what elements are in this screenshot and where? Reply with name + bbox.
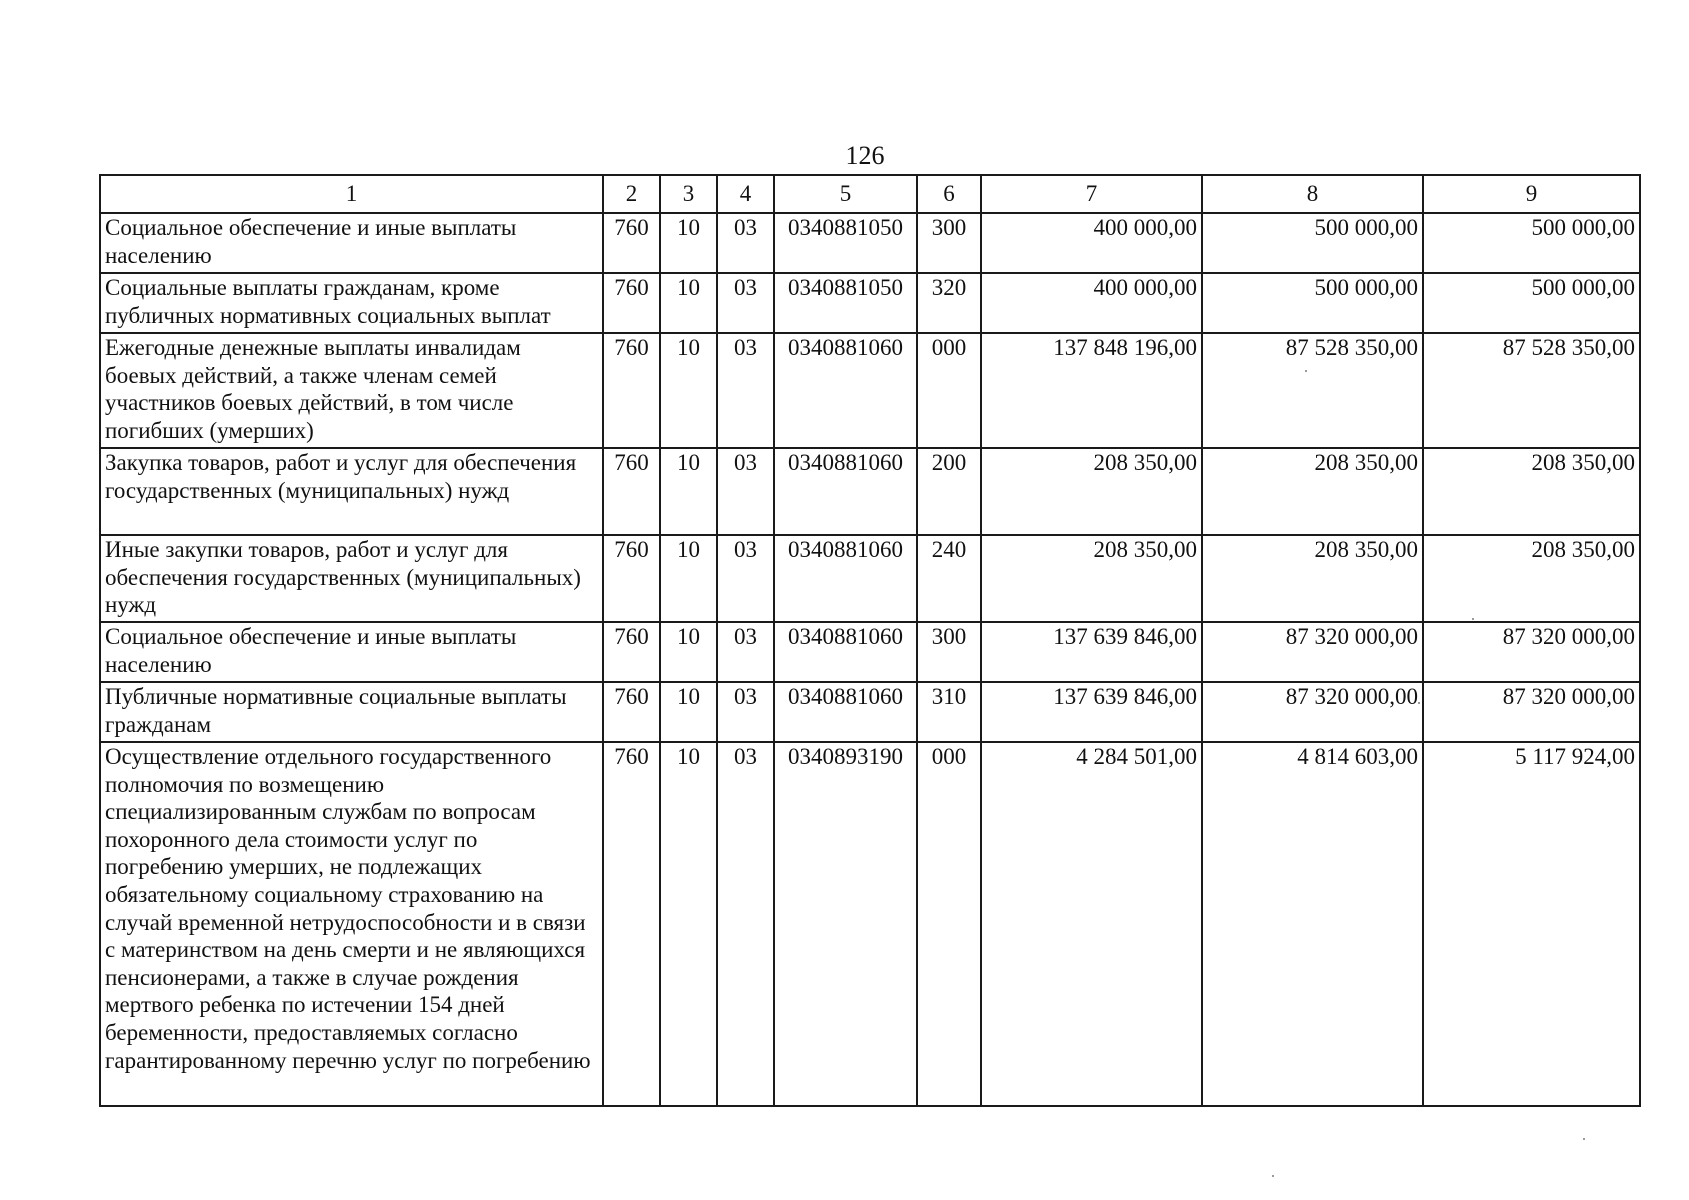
amount-col8-cell: 87 320 000,00	[1202, 622, 1423, 682]
column-header: 9	[1423, 175, 1640, 213]
ministry-code-cell: 760	[603, 273, 660, 333]
budget-table	[99, 174, 1641, 1107]
section-code-cell: 10	[660, 448, 717, 535]
amount-col7-cell: 208 350,00	[981, 448, 1202, 535]
subsection-code-cell: 03	[717, 333, 774, 448]
expense-type-cell: 240	[917, 535, 981, 622]
amount-col9-cell: 87 320 000,00	[1423, 622, 1640, 682]
expense-type-cell: 310	[917, 682, 981, 742]
expense-name-cell: Иные закупки товаров, работ и услуг для обеспечения государственных (муниципальных) нужд	[100, 535, 603, 622]
column-header: 2	[603, 175, 660, 213]
header-row	[100, 175, 1640, 213]
expense-name-cell: Ежегодные денежные выплаты инвалидам боевых действий, а также членам семей участников боевых действий, в том числе погибших (умерших)	[100, 333, 603, 448]
expense-name-cell: Социальное обеспечение и иные выплаты населению	[100, 622, 603, 682]
amount-col7-cell: 137 639 846,00	[981, 622, 1202, 682]
page-number: 126	[845, 141, 885, 170]
scan-speck	[1583, 1138, 1585, 1140]
ministry-code-cell: 760	[603, 213, 660, 273]
target-article-cell: 0340893190	[774, 742, 917, 1106]
target-article-cell: 0340881060	[774, 535, 917, 622]
column-header: 5	[774, 175, 917, 213]
target-article-cell: 0340881050	[774, 273, 917, 333]
expense-type-cell: 300	[917, 213, 981, 273]
ministry-code-cell: 760	[603, 333, 660, 448]
section-code-cell: 10	[660, 213, 717, 273]
expense-name-cell: Осуществление отдельного государственного полномочия по возмещению специализированным службам по вопросам похоронного дела стоимости услуг по погребению умерших, не подлежащих обязательному социальному страхованию на случай временной нетрудоспособности и в связи с материнством на день смерти и не являющихся пенсионерами, а также в случае рождения мертвого ребенка по истечении 154 дней беременности, предоставляемых согласно гарантированному перечню услуг по погребению	[100, 742, 603, 1106]
scan-speck	[1472, 618, 1474, 620]
table-row	[100, 622, 1640, 682]
subsection-code-cell: 03	[717, 448, 774, 535]
amount-col8-cell: 87 528 350,00	[1202, 333, 1423, 448]
section-code-cell: 10	[660, 622, 717, 682]
amount-col8-cell: 4 814 603,00	[1202, 742, 1423, 1106]
target-article-cell: 0340881060	[774, 622, 917, 682]
ministry-code-cell: 760	[603, 742, 660, 1106]
target-article-cell: 0340881060	[774, 682, 917, 742]
amount-col9-cell: 500 000,00	[1423, 213, 1640, 273]
scan-speck	[1272, 1175, 1274, 1177]
column-header: 3	[660, 175, 717, 213]
amount-col9-cell: 208 350,00	[1423, 448, 1640, 535]
expense-name-cell: Социальное обеспечение и иные выплаты населению	[100, 213, 603, 273]
scan-speck	[1418, 702, 1420, 704]
ministry-code-cell: 760	[603, 448, 660, 535]
subsection-code-cell: 03	[717, 742, 774, 1106]
amount-col9-cell: 5 117 924,00	[1423, 742, 1640, 1106]
column-header: 1	[100, 175, 603, 213]
amount-col7-cell: 137 639 846,00	[981, 682, 1202, 742]
column-header: 8	[1202, 175, 1423, 213]
subsection-code-cell: 03	[717, 273, 774, 333]
section-code-cell: 10	[660, 273, 717, 333]
amount-col9-cell: 87 320 000,00	[1423, 682, 1640, 742]
expense-type-cell: 320	[917, 273, 981, 333]
subsection-code-cell: 03	[717, 535, 774, 622]
amount-col7-cell: 137 848 196,00	[981, 333, 1202, 448]
target-article-cell: 0340881060	[774, 448, 917, 535]
scan-speck	[1305, 370, 1307, 372]
column-header: 4	[717, 175, 774, 213]
target-article-cell: 0340881060	[774, 333, 917, 448]
section-code-cell: 10	[660, 333, 717, 448]
section-code-cell: 10	[660, 682, 717, 742]
table-row	[100, 742, 1640, 1106]
expense-type-cell: 000	[917, 742, 981, 1106]
amount-col8-cell: 208 350,00	[1202, 448, 1423, 535]
subsection-code-cell: 03	[717, 213, 774, 273]
subsection-code-cell: 03	[717, 682, 774, 742]
table-row	[100, 535, 1640, 622]
amount-col8-cell: 208 350,00	[1202, 535, 1423, 622]
table-row	[100, 682, 1640, 742]
amount-col9-cell: 500 000,00	[1423, 273, 1640, 333]
table-row	[100, 448, 1640, 535]
table-row	[100, 213, 1640, 273]
amount-col7-cell: 208 350,00	[981, 535, 1202, 622]
ministry-code-cell: 760	[603, 682, 660, 742]
amount-col9-cell: 208 350,00	[1423, 535, 1640, 622]
expense-name-cell: Публичные нормативные социальные выплаты гражданам	[100, 682, 603, 742]
target-article-cell: 0340881050	[774, 213, 917, 273]
ministry-code-cell: 760	[603, 535, 660, 622]
column-header: 6	[917, 175, 981, 213]
amount-col7-cell: 400 000,00	[981, 213, 1202, 273]
amount-col7-cell: 400 000,00	[981, 273, 1202, 333]
expense-type-cell: 200	[917, 448, 981, 535]
table-row	[100, 273, 1640, 333]
column-header: 7	[981, 175, 1202, 213]
expense-name-cell: Закупка товаров, работ и услуг для обеспечения государственных (муниципальных) нужд	[100, 448, 603, 535]
amount-col8-cell: 500 000,00	[1202, 273, 1423, 333]
expense-type-cell: 300	[917, 622, 981, 682]
amount-col9-cell: 87 528 350,00	[1423, 333, 1640, 448]
subsection-code-cell: 03	[717, 622, 774, 682]
amount-col8-cell: 500 000,00	[1202, 213, 1423, 273]
table-row	[100, 333, 1640, 448]
amount-col7-cell: 4 284 501,00	[981, 742, 1202, 1106]
ministry-code-cell: 760	[603, 622, 660, 682]
expense-type-cell: 000	[917, 333, 981, 448]
section-code-cell: 10	[660, 535, 717, 622]
expense-name-cell: Социальные выплаты гражданам, кроме публичных нормативных социальных выплат	[100, 273, 603, 333]
amount-col8-cell: 87 320 000,00	[1202, 682, 1423, 742]
section-code-cell: 10	[660, 742, 717, 1106]
